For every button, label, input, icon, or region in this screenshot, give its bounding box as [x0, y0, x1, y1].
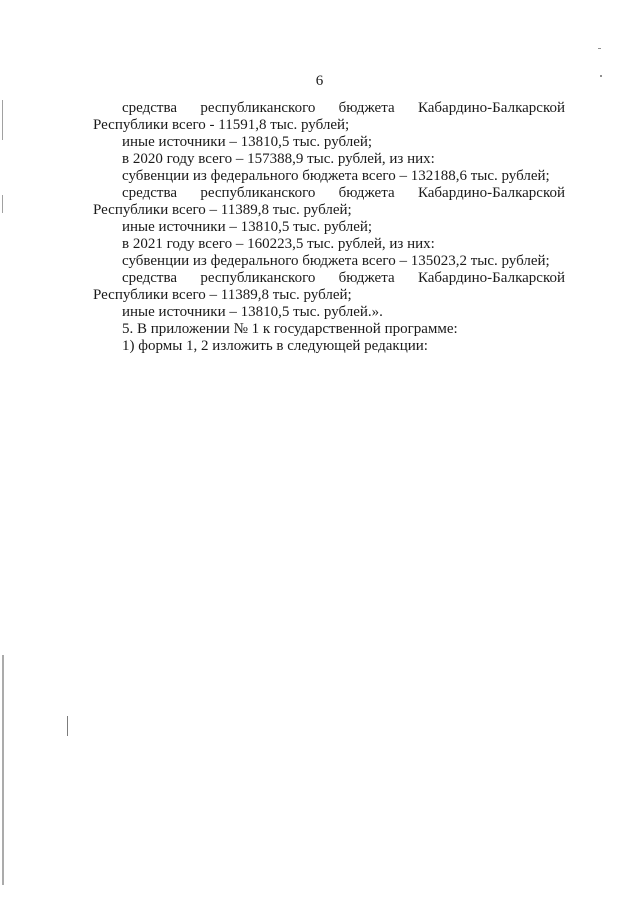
word: республиканского	[200, 100, 316, 116]
word: Кабардино-Балкарской	[417, 100, 565, 116]
word: республиканского	[200, 185, 316, 201]
paragraph-line: 5. В приложении № 1 к государственной программе:	[122, 321, 458, 337]
word: Кабардино-Балкарской	[417, 270, 565, 286]
paragraph-line	[93, 100, 565, 117]
scan-artifact	[2, 195, 3, 213]
paragraph-line: в 2021 году всего – 160223,5 тыс. рублей, из них:	[122, 236, 435, 252]
paragraph-line: иные источники – 13810,5 тыс. рублей.».	[122, 304, 383, 320]
paragraph-line: Республики всего - 11591,8 тыс. рублей;	[93, 117, 350, 133]
paragraph-line	[93, 185, 565, 202]
scan-artifact	[598, 48, 601, 49]
paragraph-line: иные источники – 13810,5 тыс. рублей;	[122, 134, 373, 150]
word: бюджета	[338, 100, 395, 116]
word: средства	[122, 185, 178, 201]
paragraph-line: 1) формы 1, 2 изложить в следующей редакции:	[122, 338, 428, 354]
page-number: 6	[315, 73, 324, 89]
paragraph-line: Республики всего – 11389,8 тыс. рублей;	[93, 202, 352, 218]
scan-artifact	[2, 100, 3, 140]
word: бюджета	[338, 185, 395, 201]
paragraph-line: иные источники – 13810,5 тыс. рублей;	[122, 219, 373, 235]
paragraph-line: субвенции из федерального бюджета всего – 132188,6 тыс. рублей;	[122, 168, 550, 184]
word: средства	[122, 270, 178, 286]
document-body	[93, 100, 565, 355]
word: Кабардино-Балкарской	[417, 185, 565, 201]
paragraph-line: в 2020 году всего – 157388,9 тыс. рублей, из них:	[122, 151, 435, 167]
paragraph-line: Республики всего – 11389,8 тыс. рублей;	[93, 287, 352, 303]
paragraph-line	[93, 270, 565, 287]
word: средства	[122, 100, 178, 116]
scan-artifact	[2, 655, 4, 885]
word: бюджета	[338, 270, 395, 286]
paragraph-line: субвенции из федерального бюджета всего – 135023,2 тыс. рублей;	[122, 253, 550, 269]
word: республиканского	[200, 270, 316, 286]
scan-artifact	[67, 716, 68, 736]
